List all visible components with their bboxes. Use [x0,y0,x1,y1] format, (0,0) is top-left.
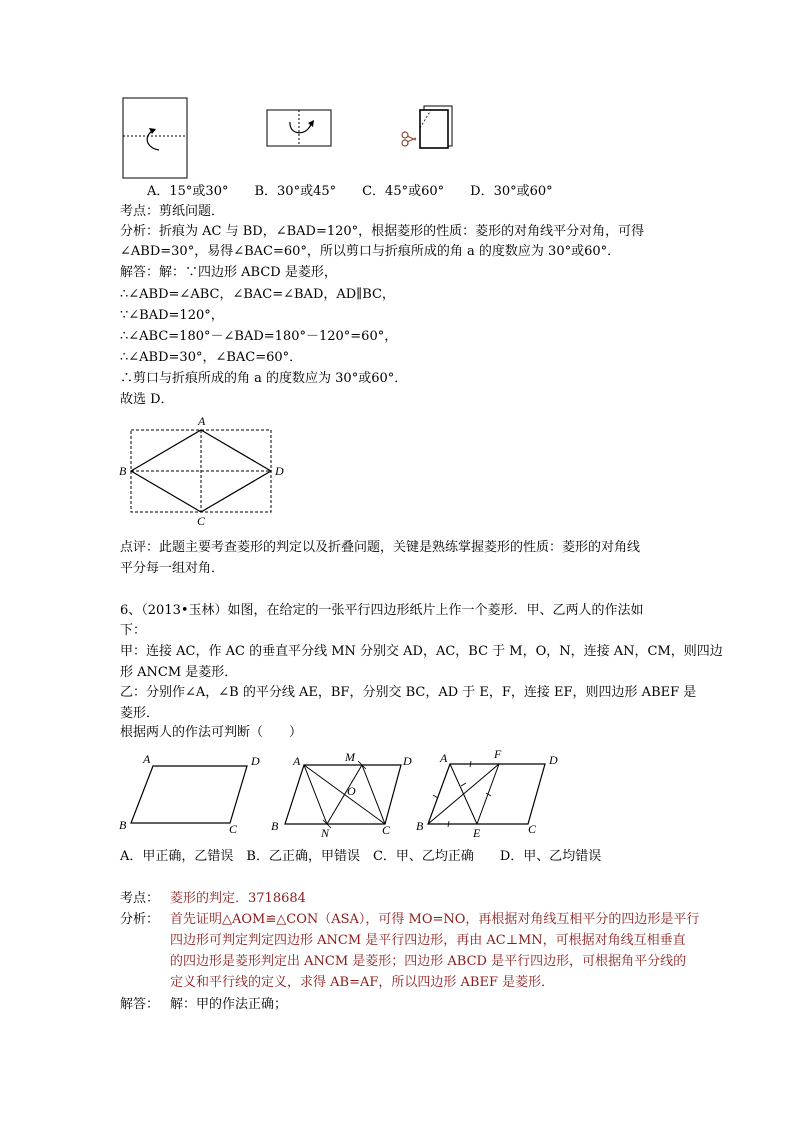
q6-yi-2: 菱形． [120,706,160,721]
paper-fold-figures [115,92,475,180]
q5-jieda-4: ∴∠ABC=180°－∠BAD=180°－120°=60°， [120,329,398,344]
parallelogram-fig-3 [416,747,558,837]
q6-fenxi-label: 分析： [120,912,160,927]
q6-judge: 根据两人的作法可判断（ ） [120,725,303,740]
q6-stem-2: 下： [120,623,147,638]
q6-stem-1: 6、（2013•玉林）如图，在给定的一张平行四边形纸片上作一个菱形．甲、乙两人的作法如 [120,603,644,618]
fig2-label-b: B [271,819,279,833]
fig3-label-e: E [473,826,481,837]
rhombus-label-a: A [198,414,206,428]
q6-kaodian-text: 菱形的判定．3718684 [170,891,306,906]
fig1-label-d: D [251,754,260,768]
parallelogram-fig-2 [271,750,412,837]
rhombus-label-d: D [275,464,284,478]
q6-kaodian-label: 考点： [120,891,160,906]
fold-step-3 [402,106,452,148]
q5-jieda-5: ∴∠ABD=30°，∠BAC=60°． [120,350,303,365]
scissors-icon [402,132,416,146]
q5-jieda-1: 解答：解：∵四边形 ABCD 是菱形， [120,265,337,280]
fig2-label-a: A [293,754,301,768]
q6-fenxi-2: 四边形可判定判定四边形 ANCM 是平行四边形，再由 AC⊥MN，可根据对角线互相垂直 [170,933,686,948]
q5-jieda-2: ∴∠ABD=∠ABC，∠BAC=∠BAD，AD∥BC， [120,287,395,302]
fig2-label-n: N [321,826,330,837]
fig2-label-c: C [382,823,391,837]
q6-jia-2: 形 ANCM 是菱形． [120,665,238,680]
q5-fenxi-2: ∠ABD=30°，易得∠BAC=60°，所以剪口与折痕所成的角 a 的度数应为 30°或60°． [120,244,621,259]
fig1-label-b: B [119,818,127,832]
q5-dianping-1: 点评：此题主要考查菱形的判定以及折叠问题，关键是熟练掌握菱形的性质：菱形的对角线 [120,540,641,555]
fig3-label-d: D [549,753,558,767]
fig3-label-a: A [440,751,448,765]
q5-jieda-7: 故选 D． [120,392,174,407]
fig1-label-a: A [143,752,151,766]
q6-fenxi-1: 首先证明△AOM≌△CON（ASA），可得 MO=NO，再根据对角线互相平分的四边形是平行 [170,912,700,927]
q5-jieda-6: ∴剪口与折痕所成的角 a 的度数应为 30°或60°． [120,371,408,386]
fig3-label-c: C [528,822,537,836]
q6-jieda-label: 解答： [120,997,160,1012]
fold-step-2 [267,110,331,146]
rhombus-figure [115,412,295,530]
fig1-label-c: C [229,822,238,836]
q6-jieda-text: 解：甲的作法正确； [170,997,288,1012]
fig2-label-m: M [345,750,355,764]
fig3-label-f: F [494,747,502,761]
rhombus-label-b: B [119,464,127,478]
fig2-label-d: D [403,754,412,768]
q6-fenxi-3: 的四边形是菱形判定出 ANCM 是菱形；四边形 ABCD 是平行四边形，可根据角平分线的 [170,954,687,969]
parallelogram-fig-1 [119,752,260,836]
q6-fenxi-4: 定义和平行线的定义，求得 AB=AF，所以四边形 ABEF 是菱形． [170,975,555,990]
q5-jieda-3: ∵∠BAD=120°， [120,308,224,323]
q5-fenxi-1: 分析：折痕为 AC 与 BD，∠BAD=120°，根据菱形的性质：菱形的对角线平分对角，可得 [120,224,645,239]
q5-kaodian: 考点：剪纸问题． [120,204,225,219]
fig3-label-b: B [416,819,424,833]
q6-options: A．甲正确，乙错误 B．乙正确，甲错误 C．甲、乙均正确 D．甲、乙均错误 [120,849,602,864]
q5-dianping-2: 平分每一组对角． [120,561,225,576]
q6-yi-1: 乙：分别作∠A，∠B 的平分线 AE，BF，分别交 BC，AD 于 E，F，连接 EF，则四边形 ABEF 是 [120,685,697,700]
parallelogram-figures [115,745,575,837]
fold-options: A．15°或30° B．30°或45° C．45°或60° D．30°或60° [147,184,553,199]
q6-jia-1: 甲：连接 AC，作 AC 的垂直平分线 MN 分别交 AD，AC，BC 于 M，O，N，连接 AN，CM，则四边 [120,644,723,659]
fig2-label-o: O [347,784,356,798]
fold-step-1 [123,98,187,178]
rhombus-label-c: C [197,514,206,528]
